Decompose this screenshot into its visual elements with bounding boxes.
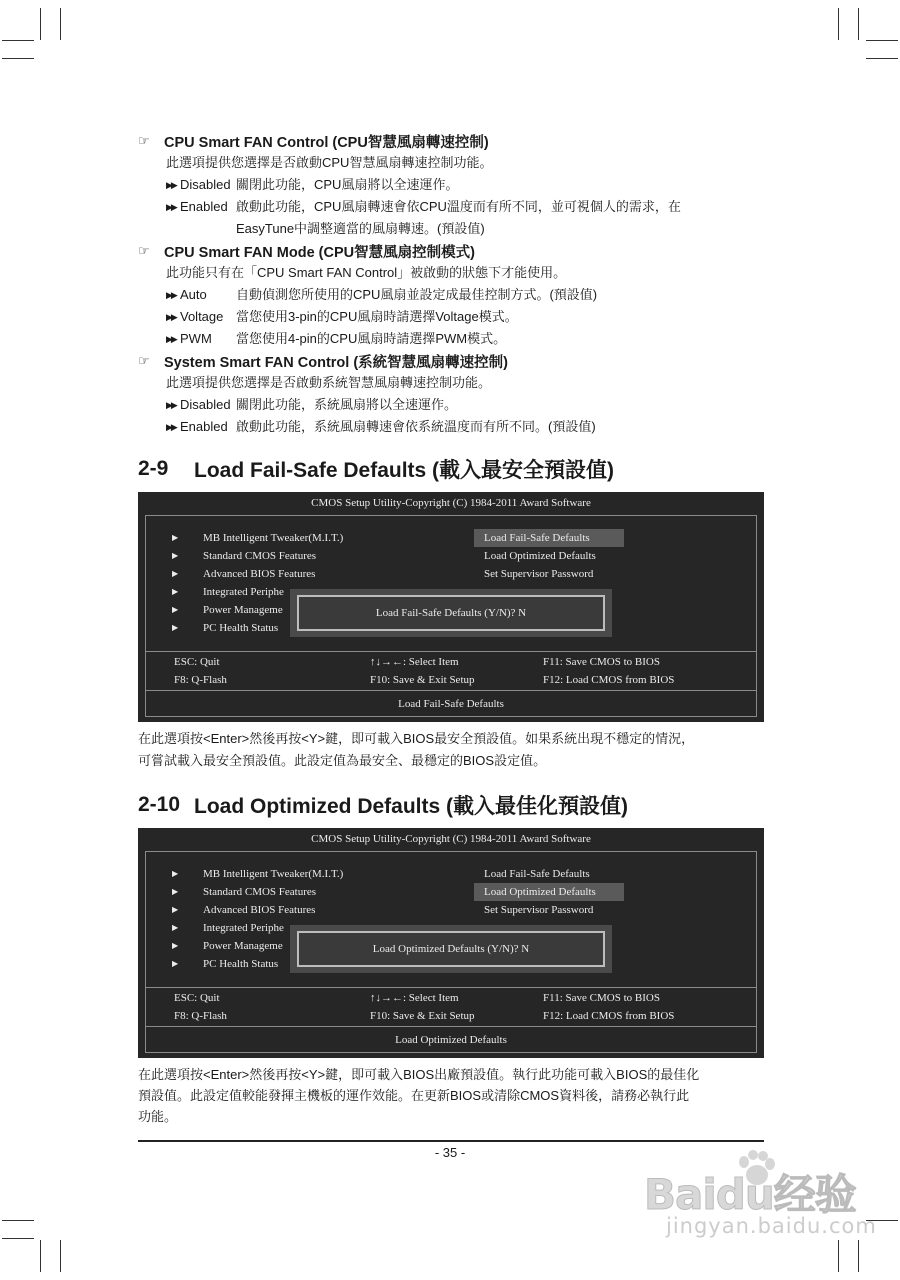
crop-mark [866, 58, 898, 59]
option-item: ▶▶ Voltage 當您使用3-pin的CPU風扇時請選擇Voltage模式。 [138, 306, 764, 328]
help-f8: F8: Q-Flash [174, 674, 227, 686]
crop-mark [838, 8, 839, 40]
option-description: 此功能只有在「CPU Smart FAN Control」被啟動的狀態下才能使用。 [166, 265, 567, 280]
section-paragraph: 在此選項按<Enter>然後再按<Y>鍵，即可載入BIOS最安全預設值。如果系統出現不穩定的情況， 可嘗試載入最安全預設值。此設定值為最安全、最穩定的BIOS設定值。 [138, 731, 695, 768]
section-number: 2-10 [138, 793, 181, 816]
option-description: 此選項提供您選擇是否啟動CPU智慧風扇轉速控制功能。 [166, 155, 493, 170]
bios-screenshot [138, 828, 764, 1058]
help-f8: F8: Q-Flash [174, 1010, 227, 1022]
bios-status-line: Load Optimized Defaults [395, 1034, 507, 1046]
option-title: CPU Smart FAN Mode (CPU智慧風扇控制模式) [164, 244, 475, 261]
bios-menu-right [474, 865, 624, 919]
option-item: ▶▶ Enabled 啟動此功能，系統風扇轉速會依系統溫度而有所不同。(預設值) [138, 416, 764, 438]
bios-title: CMOS Setup Utility-Copyright (C) 1984-2011 Award Software [311, 497, 591, 509]
crop-mark [40, 8, 41, 40]
double-arrow-icon: ▶▶ [166, 202, 176, 212]
double-arrow-icon: ▶▶ [166, 312, 176, 322]
option-item: ▶▶ Auto 自動偵測您所使用的CPU風扇並設定成最佳控制方式。(預設值) [138, 284, 764, 306]
option-item: ▶▶ Disabled 關閉此功能，系統風扇將以全速運作。 [138, 394, 764, 416]
bios-menu-item[interactable]: ▶ Integrated Periphe [172, 919, 343, 937]
bios-menu-item-selected[interactable]: Load Optimized Defaults [474, 883, 624, 901]
double-arrow-icon: ▶▶ [166, 290, 176, 300]
pointing-hand-icon: ☞ [138, 353, 150, 368]
section-heading [138, 450, 764, 488]
divider [145, 1026, 757, 1027]
dialog-prompt: Load Fail-Safe Defaults (Y/N)? N [375, 607, 527, 619]
triangle-right-icon: ▶ [172, 959, 179, 968]
bios-menu-item[interactable]: Set Supervisor Password [484, 568, 594, 580]
section-number: 2-9 [138, 457, 169, 480]
bios-menu-item[interactable]: Set Supervisor Password [484, 904, 594, 916]
bios-menu-item[interactable]: Load Optimized Defaults [484, 550, 596, 562]
triangle-right-icon: ▶ [172, 587, 179, 596]
option-heading [138, 240, 764, 262]
help-f10: F10: Save & Exit Setup [370, 674, 475, 686]
page-number: - 35 - [434, 1145, 466, 1160]
watermark-logo: Baidu经验 [644, 1170, 856, 1219]
bios-menu-item[interactable]: ▶ PC Health Status [172, 619, 343, 637]
baidu-watermark [644, 1150, 877, 1270]
bios-menu-item[interactable]: ▶ MB Intelligent Tweaker(M.I.T.) [172, 865, 343, 883]
option-item: ▶▶ Disabled 關閉此功能，CPU風扇將以全速運作。 [138, 174, 764, 196]
double-arrow-icon: ▶▶ [166, 400, 176, 410]
dialog-box [297, 931, 605, 967]
bios-screenshot [138, 492, 764, 722]
option-description: 此選項提供您選擇是否啟動系統智慧風扇轉速控制功能。 [166, 375, 492, 390]
dialog-box [297, 595, 605, 631]
help-f12: F12: Load CMOS from BIOS [543, 1010, 675, 1022]
help-f11: F11: Save CMOS to BIOS [543, 656, 660, 668]
crop-mark [858, 8, 859, 40]
bios-menu-item[interactable]: ▶ Standard CMOS Features [172, 547, 343, 565]
bios-menu-item[interactable]: ▶ Power Manageme [172, 937, 343, 955]
option-title: CPU Smart FAN Control (CPU智慧風扇轉速控制) [164, 134, 489, 151]
crop-mark [60, 1240, 61, 1272]
crop-mark [40, 1240, 41, 1272]
section-paragraph: 在此選項按<Enter>然後再按<Y>鍵，即可載入BIOS出廠預設值。執行此功能可載入BIOS的最佳化 預設值。此設定值較能發揮主機板的運作效能。在更新BIOS或清除CMOS資料後，請務必執行此 功能。 [138, 1067, 700, 1124]
triangle-right-icon: ▶ [172, 923, 179, 932]
crop-mark [2, 1220, 34, 1221]
confirm-dialog [290, 589, 612, 637]
triangle-right-icon: ▶ [172, 533, 179, 542]
bios-menu-item[interactable]: Load Fail-Safe Defaults [484, 868, 590, 880]
crop-mark [2, 58, 34, 59]
pointing-hand-icon: ☞ [138, 133, 150, 148]
help-esc: ESC: Quit [174, 656, 220, 668]
bios-status-line: Load Fail-Safe Defaults [398, 698, 504, 710]
triangle-right-icon: ▶ [172, 551, 179, 560]
triangle-right-icon: ▶ [172, 869, 179, 878]
bios-menu-item[interactable]: ▶ Advanced BIOS Features [172, 565, 343, 583]
page-content [138, 130, 764, 1127]
help-select: ↑↓→←: Select Item [370, 992, 459, 1004]
triangle-right-icon: ▶ [172, 941, 179, 950]
triangle-right-icon: ▶ [172, 905, 179, 914]
divider [145, 690, 757, 691]
bios-menu-item[interactable]: ▶ Standard CMOS Features [172, 883, 343, 901]
help-f10: F10: Save & Exit Setup [370, 1010, 475, 1022]
pointing-hand-icon: ☞ [138, 243, 150, 258]
section-title: Load Optimized Defaults (載入最佳化預設值) [194, 795, 629, 818]
section-title: Load Fail-Safe Defaults (載入最安全預設值) [194, 459, 615, 482]
double-arrow-icon: ▶▶ [166, 334, 176, 344]
crop-mark [60, 8, 61, 40]
section-heading [138, 786, 764, 824]
bios-menu-item[interactable]: ▶ Integrated Periphe [172, 583, 343, 601]
crop-mark [866, 40, 898, 41]
bios-menu-item[interactable]: ▶ MB Intelligent Tweaker(M.I.T.) [172, 529, 343, 547]
triangle-right-icon: ▶ [172, 605, 179, 614]
option-title: System Smart FAN Control (系統智慧風扇轉速控制) [164, 354, 508, 371]
divider [145, 651, 757, 652]
crop-mark [2, 1238, 34, 1239]
bios-menu-item[interactable]: ▶ PC Health Status [172, 955, 343, 973]
help-select: ↑↓→←: Select Item [370, 656, 459, 668]
bios-title: CMOS Setup Utility-Copyright (C) 1984-2011 Award Software [311, 833, 591, 845]
bios-menu-item[interactable]: ▶ Advanced BIOS Features [172, 901, 343, 919]
double-arrow-icon: ▶▶ [166, 180, 176, 190]
option-item: ▶▶ PWM 當您使用4-pin的CPU風扇時請選擇PWM模式。 [138, 328, 764, 350]
help-f12: F12: Load CMOS from BIOS [543, 674, 675, 686]
double-arrow-icon: ▶▶ [166, 422, 176, 432]
help-f11: F11: Save CMOS to BIOS [543, 992, 660, 1004]
bios-menu-item-selected[interactable]: Load Fail-Safe Defaults [474, 529, 624, 547]
dialog-prompt: Load Optimized Defaults (Y/N)? N [372, 943, 530, 955]
bios-menu-item[interactable]: ▶ Power Manageme [172, 601, 343, 619]
help-esc: ESC: Quit [174, 992, 220, 1004]
bios-menu-right [474, 529, 624, 583]
option-heading [138, 130, 764, 152]
watermark-url: jingyan.baidu.com [666, 1214, 877, 1238]
triangle-right-icon: ▶ [172, 569, 179, 578]
triangle-right-icon: ▶ [172, 623, 179, 632]
confirm-dialog [290, 925, 612, 973]
triangle-right-icon: ▶ [172, 887, 179, 896]
crop-mark [2, 40, 34, 41]
option-item: ▶▶ Enabled 啟動此功能，CPU風扇轉速會依CPU溫度而有所不同，並可視個人的需求，在 EasyTune中調整適當的風扇轉速。(預設值) [138, 196, 764, 240]
footer-rule [138, 1140, 764, 1142]
option-heading [138, 350, 764, 372]
divider [145, 987, 757, 988]
